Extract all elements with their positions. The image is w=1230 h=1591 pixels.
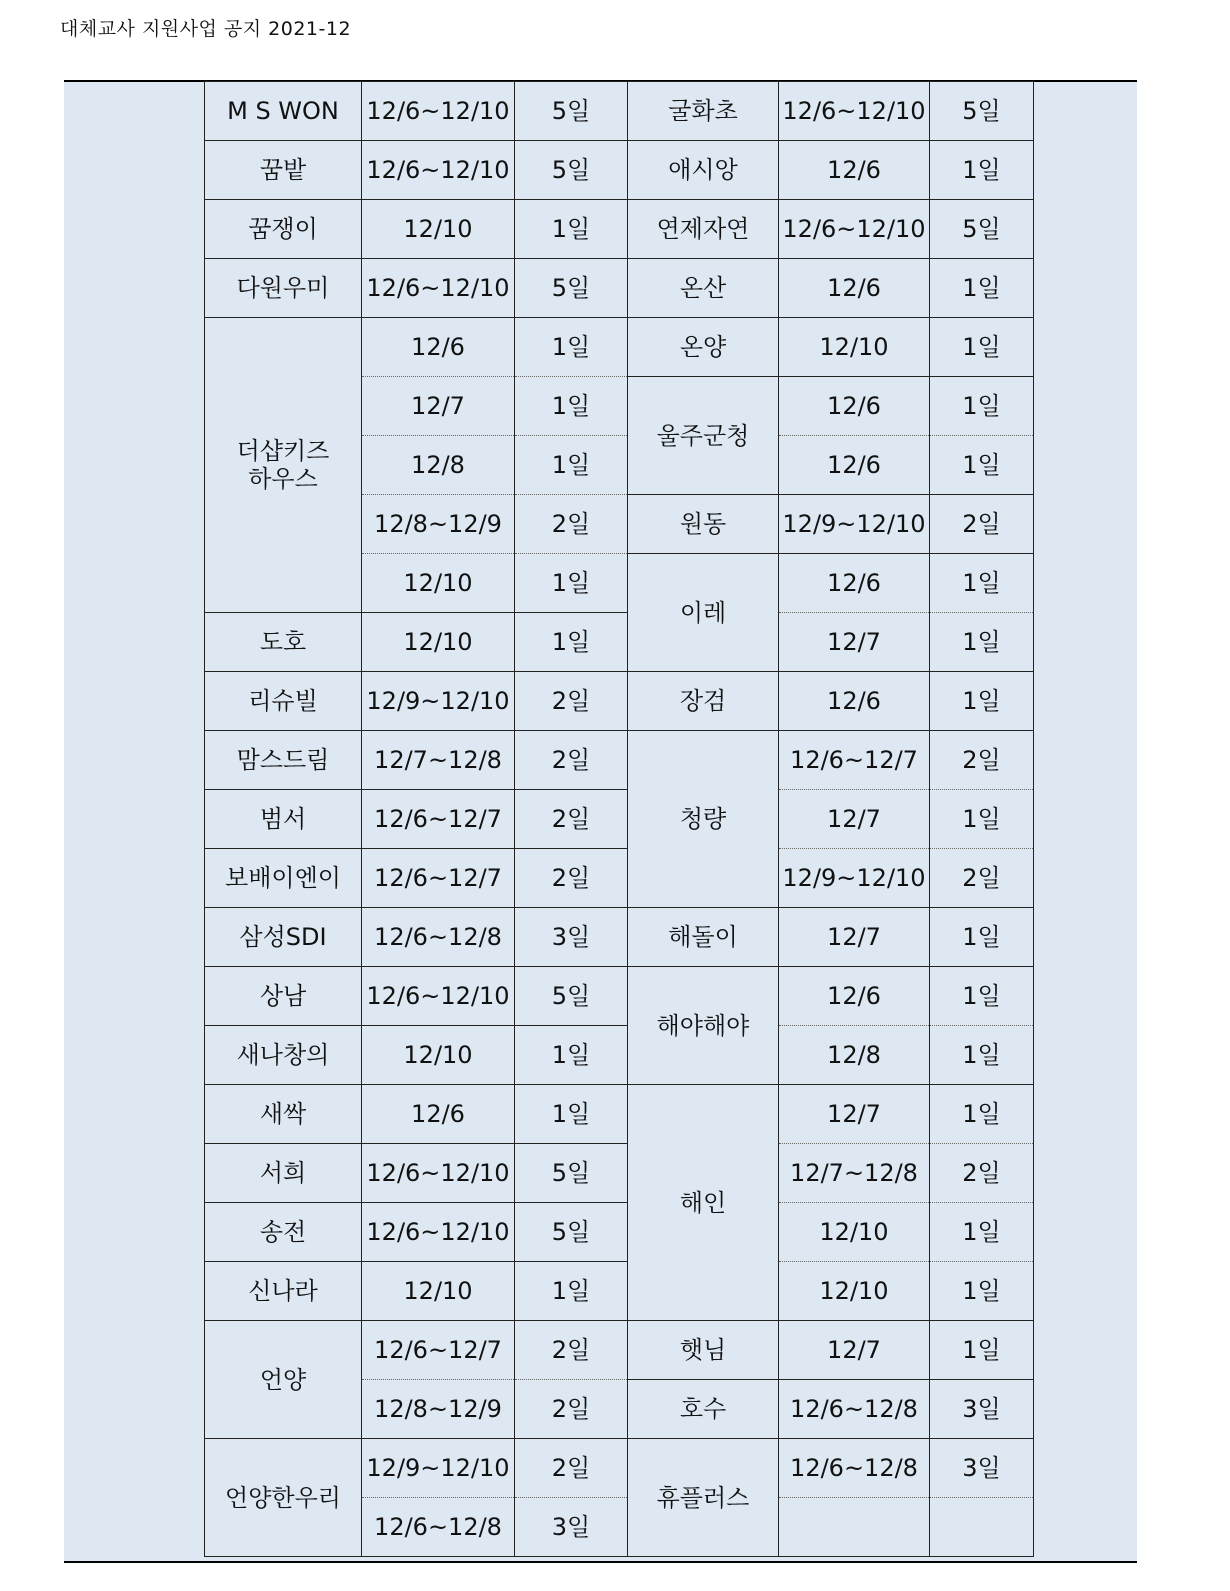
left-date: 12/6~12/7 [362,790,515,849]
table-row [205,1085,1034,1144]
right-days: 1일 [930,259,1034,318]
left-days: 5일 [515,82,628,141]
left-days: 1일 [515,1262,628,1321]
table-row [205,259,1034,318]
left-center-name: 언양한우리 [205,1439,362,1557]
left-date: 12/6 [362,1085,515,1144]
left-date: 12/10 [362,1026,515,1085]
right-center-name: 청량 [628,731,779,908]
right-center-name: 해인 [628,1085,779,1321]
right-date [779,1498,930,1557]
right-date: 12/6~12/8 [779,1380,930,1439]
right-date: 12/6 [779,259,930,318]
left-date: 12/6~12/10 [362,1203,515,1262]
right-days: 1일 [930,1085,1034,1144]
left-date: 12/9~12/10 [362,672,515,731]
table-row [205,200,1034,259]
table-row [205,82,1034,141]
left-days: 2일 [515,790,628,849]
right-date: 12/8 [779,1026,930,1085]
right-center-name: 연제자연 [628,200,779,259]
left-center-name: 꿈밭 [205,141,362,200]
right-days: 2일 [930,495,1034,554]
right-days: 3일 [930,1439,1034,1498]
right-days: 2일 [930,731,1034,790]
table-row [205,1262,1034,1321]
right-days: 1일 [930,436,1034,495]
right-days: 1일 [930,1203,1034,1262]
right-date: 12/7 [779,790,930,849]
right-center-name: 햇님 [628,1321,779,1380]
right-date: 12/7 [779,1321,930,1380]
substitute-teacher-table [204,81,1034,1557]
right-days: 1일 [930,1262,1034,1321]
left-center-name: 언양 [205,1321,362,1439]
left-center-name: 새나창의 [205,1026,362,1085]
left-date: 12/6~12/8 [362,1498,515,1557]
left-days: 2일 [515,1321,628,1380]
left-date: 12/6 [362,318,515,377]
left-date: 12/6~12/10 [362,1144,515,1203]
right-center-name: 애시앙 [628,141,779,200]
left-center-name: 삼성SDI [205,908,362,967]
right-date: 12/6 [779,554,930,613]
left-date: 12/10 [362,1262,515,1321]
right-days: 1일 [930,908,1034,967]
table-row [205,613,1034,672]
left-days: 5일 [515,141,628,200]
left-date: 12/6~12/10 [362,967,515,1026]
right-days: 1일 [930,554,1034,613]
right-date: 12/6 [779,967,930,1026]
left-days: 3일 [515,1498,628,1557]
left-days: 1일 [515,613,628,672]
left-date: 12/10 [362,200,515,259]
right-center-name: 해야해야 [628,967,779,1085]
left-days: 2일 [515,731,628,790]
left-days: 2일 [515,1439,628,1498]
left-days: 1일 [515,436,628,495]
right-date: 12/10 [779,318,930,377]
left-center-name: 송전 [205,1203,362,1262]
left-date: 12/10 [362,554,515,613]
table-row [205,672,1034,731]
left-date: 12/6~12/10 [362,82,515,141]
right-days: 1일 [930,672,1034,731]
left-days: 2일 [515,672,628,731]
left-days: 5일 [515,967,628,1026]
left-date: 12/9~12/10 [362,1439,515,1498]
left-center-name: 도호 [205,613,362,672]
left-days: 1일 [515,377,628,436]
right-date: 12/6~12/8 [779,1439,930,1498]
table-row [205,318,1034,377]
right-days: 1일 [930,1321,1034,1380]
left-date: 12/10 [362,613,515,672]
right-date: 12/9~12/10 [779,495,930,554]
right-date: 12/6 [779,436,930,495]
right-center-name: 해돌이 [628,908,779,967]
right-days: 3일 [930,1380,1034,1439]
right-center-name: 온산 [628,259,779,318]
table-row [205,849,1034,908]
right-days: 1일 [930,377,1034,436]
table-row [205,731,1034,790]
left-days: 1일 [515,1026,628,1085]
left-center-name: M S WON [205,82,362,141]
left-date: 12/8~12/9 [362,1380,515,1439]
right-date: 12/10 [779,1262,930,1321]
left-date: 12/7 [362,377,515,436]
right-date: 12/6~12/10 [779,200,930,259]
left-date: 12/7~12/8 [362,731,515,790]
right-days [930,1498,1034,1557]
right-center-name: 온양 [628,318,779,377]
left-date: 12/6~12/10 [362,259,515,318]
right-center-name: 장검 [628,672,779,731]
left-center-name: 범서 [205,790,362,849]
table-row [205,908,1034,967]
right-date: 12/6 [779,672,930,731]
right-date: 12/9~12/10 [779,849,930,908]
right-date: 12/7~12/8 [779,1144,930,1203]
right-days: 1일 [930,1026,1034,1085]
left-date: 12/8 [362,436,515,495]
left-days: 5일 [515,1203,628,1262]
right-days: 5일 [930,82,1034,141]
right-center-name: 울주군청 [628,377,779,495]
left-center-name: 리슈빌 [205,672,362,731]
table-row [205,790,1034,849]
right-days: 2일 [930,849,1034,908]
left-date: 12/6~12/7 [362,1321,515,1380]
right-date: 12/6 [779,377,930,436]
right-date: 12/10 [779,1203,930,1262]
right-days: 1일 [930,141,1034,200]
right-date: 12/7 [779,613,930,672]
left-date: 12/6~12/7 [362,849,515,908]
left-days: 1일 [515,318,628,377]
right-date: 12/6~12/10 [779,82,930,141]
left-date: 12/6~12/10 [362,141,515,200]
right-days: 1일 [930,790,1034,849]
table-row [205,967,1034,1026]
left-center-name: 보배이엔이 [205,849,362,908]
left-days: 2일 [515,849,628,908]
left-center-name: 다원우미 [205,259,362,318]
left-days: 5일 [515,1144,628,1203]
left-days: 5일 [515,259,628,318]
left-center-name: 서희 [205,1144,362,1203]
table-row [205,1321,1034,1380]
right-date: 12/6 [779,141,930,200]
left-date: 12/6~12/8 [362,908,515,967]
right-center-name: 원동 [628,495,779,554]
left-days: 3일 [515,908,628,967]
right-center-name: 이레 [628,554,779,672]
table-row [205,1144,1034,1203]
left-days: 1일 [515,1085,628,1144]
left-center-name: 상남 [205,967,362,1026]
table-row [205,1026,1034,1085]
right-date: 12/7 [779,1085,930,1144]
table-row [205,1439,1034,1498]
left-center-name: 신나라 [205,1262,362,1321]
left-days: 2일 [515,1380,628,1439]
left-date: 12/8~12/9 [362,495,515,554]
left-center-name: 맘스드림 [205,731,362,790]
right-days: 5일 [930,200,1034,259]
left-center-name: 새싹 [205,1085,362,1144]
table-row [205,141,1034,200]
right-days: 1일 [930,318,1034,377]
right-days: 2일 [930,1144,1034,1203]
table-row [205,1203,1034,1262]
left-days: 2일 [515,495,628,554]
left-days: 1일 [515,200,628,259]
left-center-name: 더샵키즈 하우스 [205,318,362,613]
right-date: 12/7 [779,908,930,967]
right-days: 1일 [930,967,1034,1026]
left-center-name: 꿈쟁이 [205,200,362,259]
right-center-name: 호수 [628,1380,779,1439]
right-center-name: 휴플러스 [628,1439,779,1557]
right-center-name: 굴화초 [628,82,779,141]
left-days: 1일 [515,554,628,613]
document-header: 대체교사 지원사업 공지 2021-12 [60,18,352,40]
right-date: 12/6~12/7 [779,731,930,790]
right-days: 1일 [930,613,1034,672]
